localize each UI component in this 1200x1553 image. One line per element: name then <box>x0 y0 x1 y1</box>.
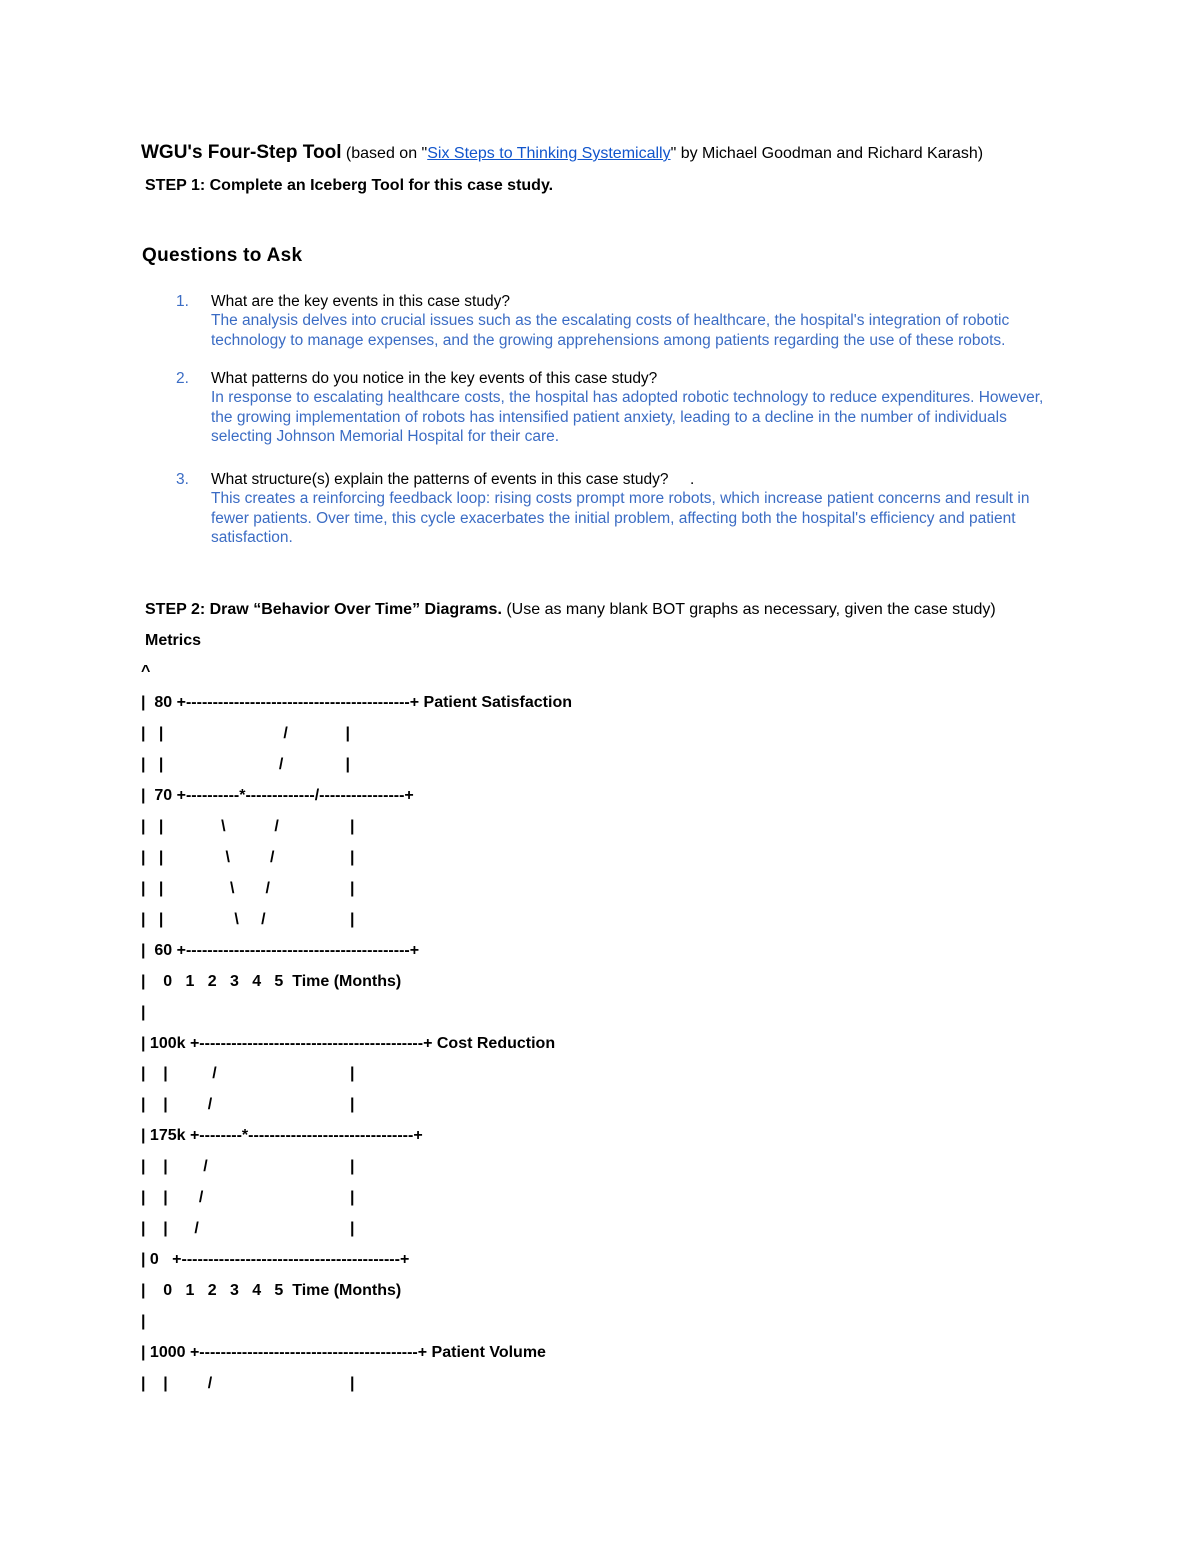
list-number: 3. <box>176 471 189 488</box>
bot-diagram-line: | 0 1 2 3 4 5 Time (Months) <box>141 972 402 990</box>
list-number: 1. <box>176 293 189 310</box>
bot-diagram-line: ^ <box>141 663 151 680</box>
answer-text: The analysis delves into crucial issues such as the escalating costs of healthcare, the hospital's integration of robotic technology to manage expenses, and the growing apprehensions among patients regarding the use of these robots. <box>211 312 1010 349</box>
question-text: What are the key events in this case study? <box>211 293 510 310</box>
bot-diagram-line: | | / | <box>141 724 351 742</box>
document-title <box>141 142 983 164</box>
bot-diagram-line: | 175k +--------*-------------------------------+ <box>141 1127 423 1145</box>
step2-bold: STEP 2: Draw “Behavior Over Time” Diagrams. <box>145 601 502 618</box>
bot-diagram-line: | | / | <box>141 1375 355 1393</box>
title-main: WGU's Four-Step Tool <box>141 142 342 163</box>
bot-diagram-line: | 0 +-----------------------------------------+ <box>141 1251 410 1269</box>
questions-heading: Questions to Ask <box>142 245 303 266</box>
bot-diagram-line: | 0 1 2 3 4 5 Time (Months) <box>141 1282 402 1300</box>
step2-note: (Use as many blank BOT graphs as necessary, given the case study) <box>501 601 996 618</box>
step1-heading: STEP 1: Complete an Iceberg Tool for this case study. <box>145 177 554 194</box>
bot-diagram-line: | | / | <box>141 1220 355 1238</box>
bot-diagram-line: | 100k +------------------------------------------+ Cost Reduction <box>141 1034 556 1052</box>
question-item-2 <box>176 369 1076 446</box>
metrics-label: Metrics <box>145 632 202 649</box>
question-item-1 <box>176 292 1076 350</box>
title-suffix: " by Michael Goodman and Richard Karash) <box>670 145 984 162</box>
bot-diagram-line: | | / | <box>141 1189 355 1207</box>
source-link[interactable]: Six Steps to Thinking Systemically <box>427 145 671 162</box>
bot-diagram-line: | | \ / | <box>141 848 355 866</box>
bot-diagram-line: | 1000 +-----------------------------------------+ Patient Volume <box>141 1344 546 1362</box>
bot-diagram-line: | | / | <box>141 1096 355 1114</box>
bot-diagram-line: | 70 +----------*-------------/----------------+ <box>141 786 414 804</box>
question-text: What patterns do you notice in the key events of this case study? <box>211 370 658 387</box>
bot-diagram-line: | | \ / | <box>141 910 355 928</box>
answer-text: This creates a reinforcing feedback loop: rising costs prompt more robots, which increase patient concerns and result in fewer patients. Over time, this cycle exacerbates the initial problem, affecting both the hospital's efficiency and patient satisfaction. <box>211 490 1030 546</box>
bot-diagram-line: | | \ / | <box>141 817 355 835</box>
bot-diagram-line: | | / | <box>141 1158 355 1176</box>
bot-diagram-line: | 60 +------------------------------------------+ <box>141 941 420 959</box>
bot-diagram-line: | <box>141 1003 146 1021</box>
bot-diagram-line: | | / | <box>141 755 351 773</box>
title-prefix: (based on " <box>341 145 428 162</box>
bot-diagram-line: | | / | <box>141 1065 355 1083</box>
bot-diagram-line: | 80 +------------------------------------------+ Patient Satisfaction <box>141 693 572 711</box>
question-text: What structure(s) explain the patterns of events in this case study? . <box>211 471 695 488</box>
step2-heading <box>145 601 996 619</box>
bot-diagram-line: | | \ / | <box>141 879 355 897</box>
list-number: 2. <box>176 370 189 387</box>
answer-text: In response to escalating healthcare costs, the hospital has adopted robotic technology to reduce expenditures. However, the growing implementation of robots has intensified patient anxiety, leading to a decline in the number of individuals selecting Johnson Memorial Hospital for their care. <box>211 389 1044 445</box>
question-item-3 <box>176 470 1076 547</box>
bot-diagram-line: | <box>141 1313 146 1331</box>
